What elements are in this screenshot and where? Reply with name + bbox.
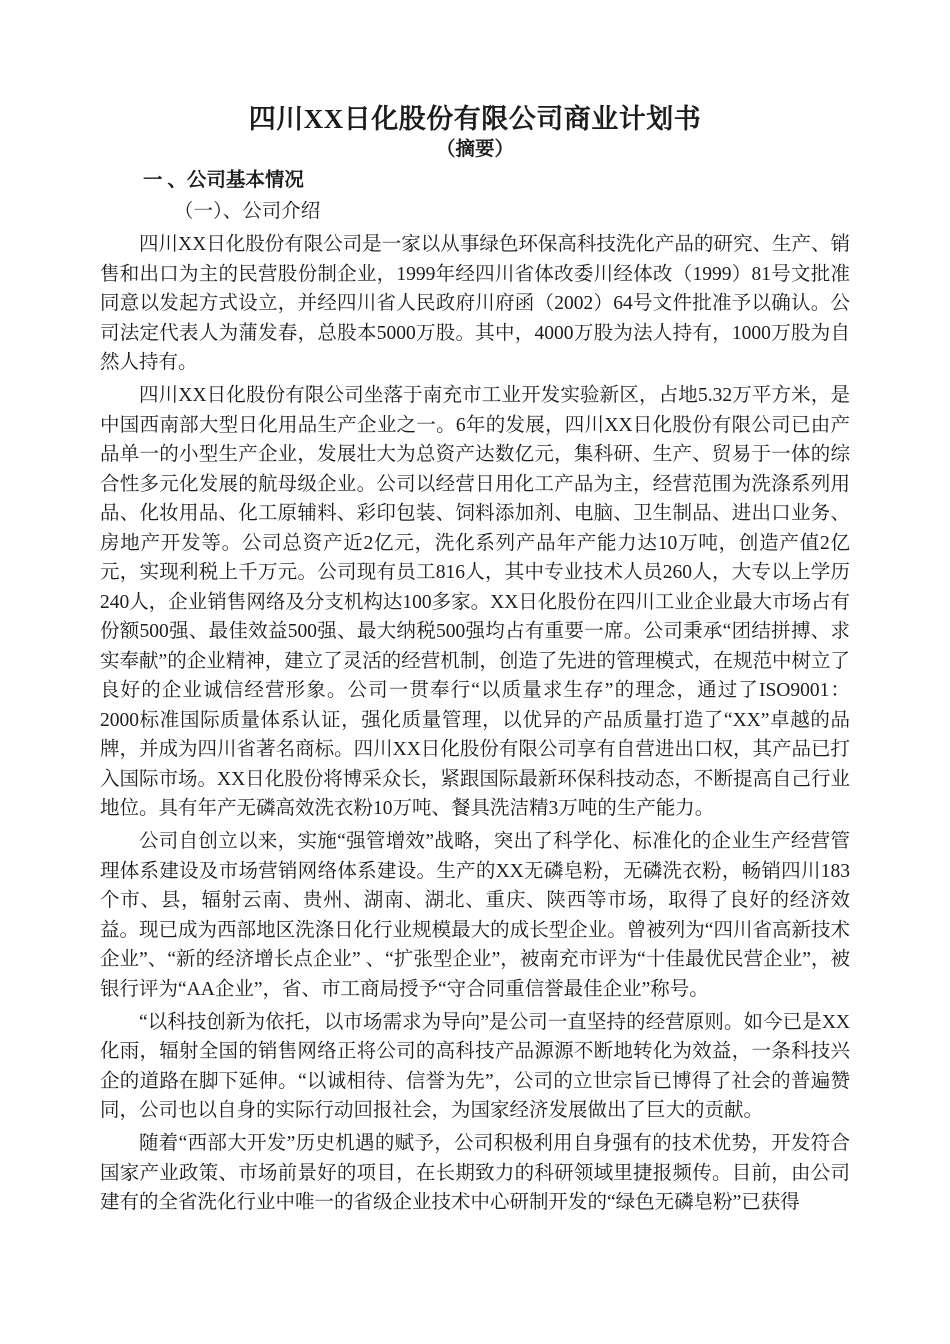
body-paragraph: 四川XX日化股份有限公司是一家以从事绿色环保高科技洗化产品的研究、生产、销售和出口为主的民营股份制企业，1999年经四川省体改委川经体改（1999）81号文批准同意以发起方式设立，并经四川省人民政府川府函（2002）64号文件批准予以确认。公司法定代表人为蒲发春，总股本5000万股。其中，4000万股为法人持有，1000万股为自然人持有。 <box>100 234 850 374</box>
section-heading: 一 、公司基本情况 <box>143 170 304 192</box>
body-paragraph: 四川XX日化股份有限公司坐落于南充市工业开发实验新区，占地5.32万平方米，是中国西南部大型日化用品生产企业之一。6年的发展，四川XX日化股份有限公司已由产品单一的小型生产企业，发展壮大为总资产达数亿元，集科研、生产、贸易于一体的综合性多元化发展的航母级企业。公司以经营日用化工产品为主，经营范围为洗涤系列用品、化妆用品、化工原辅料、彩印包装、饲料添加剂、电脑、卫生制品、进出口业务、房地产开发等。公司总资产近2亿元，洗化系列产品年产能力达10万吨，创造产值2亿元，实现利税上千万元。公司现有员工816人，其中专业技术人员260人，大专以上学历240人，企业销售网络及分支机构达100多家。XX日化股份在四川工业企业最大市场占有份额500强、最佳效益500强、最大纳税500强均占有重要一席。公司秉承“团结拼搏、求实奉献”的企业精神，建立了灵活的经营机制，创造了先进的管理模式，在规范中树立了良好的企业诚信经营形象。公司一贯奉行“以质量求生存”的理念，通过了ISO9001：2000标准国际质量体系认证，强化质量管理，以优异的产品质量打造了“XX”卓越的品牌，并成为四川省著名商标。四川XX日化股份有限公司享有自营进出口权，其产品已打入国际市场。XX日化股份将博采众长，紧跟国际最新环保科技动态，不断提高自己行业地位。具有年产无磷高效洗衣粉10万吨、餐具洗洁精3万吨的生产能力。 <box>100 385 850 820</box>
body-paragraph: “以科技创新为依托，以市场需求为导向”是公司一直坚持的经营原则。如今已是XX化雨，辐射全国的销售网络正将公司的高科技产品源源不断地转化为效益，一条科技兴企的道路在脚下延伸。“以诚相待、信誉为先”，公司的立世宗旨已博得了社会的普遍赞同，公司也以自身的实际行动回报社会，为国家经济发展做出了巨大的贡献。 <box>100 1011 850 1122</box>
document-subtitle: （摘要） <box>435 139 514 161</box>
body-paragraph: 公司自创立以来，实施“强管增效”战略，突出了科学化、标准化的企业生产经营管理体系建设及市场营销网络体系建设。生产的XX无磷皂粉，无磷洗衣粉，畅销四川183个市、县，辐射云南、贵州、湖南、湖北、重庆、陕西等市场，取得了良好的经济效益。现已成为西部地区洗涤日化行业规模最大的成长型企业。曾被列为“四川省高新技术企业”、“新的经济增长点企业” 、“扩张型企业”，被南充市评为“十佳最优民营企业”，被银行评为“AA企业”，省、市工商局授予“守合同重信誉最佳企业”称号。 <box>100 831 850 1000</box>
section-subheading: （一）、公司介绍 <box>174 200 321 222</box>
document-title: 四川XX日化股份有限公司商业计划书 <box>248 104 702 134</box>
paragraph-list <box>100 230 850 1218</box>
body-paragraph: 随着“西部大开发”历史机遇的赋予，公司积极利用自身强有的技术优势，开发符合国家产业政策、市场前景好的项目，在长期致力的科研领域里捷报频传。目前，由公司建有的全省洗化行业中唯一的省级企业技术中心研制开发的“绿色无磷皂粉”已获得 <box>100 1133 850 1214</box>
